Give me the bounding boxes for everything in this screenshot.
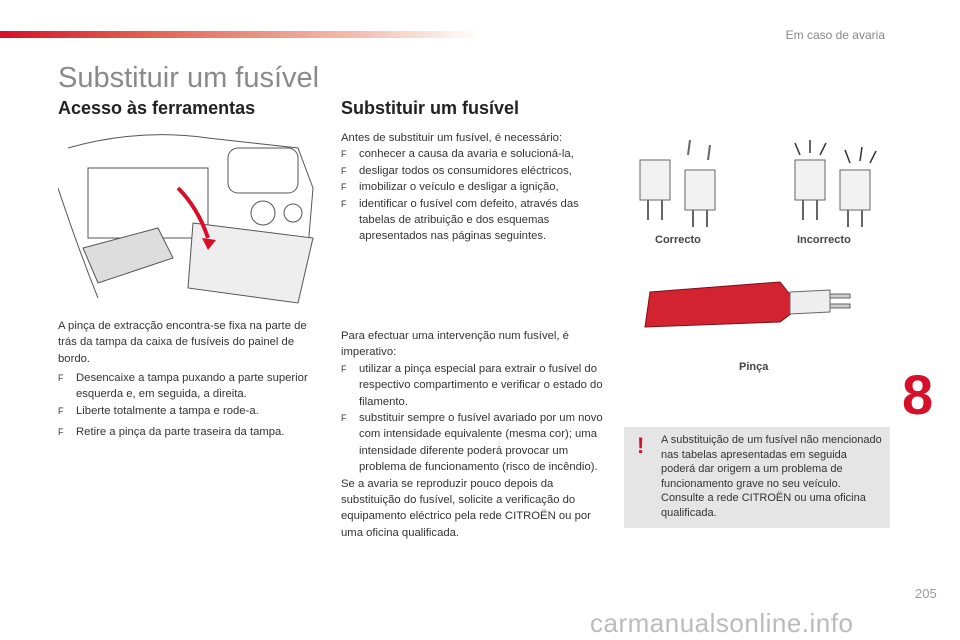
page-number: 205 [915,586,937,601]
caption-tool: Pinça [739,361,769,373]
warning-box [624,427,890,528]
fuse-correct-incorrect-illustration [630,135,880,230]
warning-icon: ! [637,433,645,458]
outro-text: Se a avaria se reproduzir pouco depois da substituição do fusível, solicite a verificação do equipamento eléctrico pela rede CITROËN ou por uma oficina qualificada. [341,477,591,539]
heading-replace-fuse: Substituir um fusível [341,98,520,118]
warning-text: A substituição de um fusível não mencionado nas tabelas apresentadas em seguida poderá dar origem a um problema de funcionamento grave no seu veículo. Consulte a rede CITROËN ou uma oficina qualificada. [661,434,882,519]
list-item: F conhecer a causa da avaria e solucioná-la, [341,148,574,161]
list-item: F desligar todos os consumidores eléctricos, [341,164,572,177]
list-item: F utilizar a pinça especial para extrair o fusível do respectivo compartimento e verificar o estado do filamento. [341,362,603,408]
chapter-number: 8 [902,363,934,426]
list-item: F Desencaixe a tampa puxando a parte superior esquerda e, em seguida, a direita. [58,372,308,401]
caption-correct: Correcto [655,234,701,246]
list-item: F Liberte totalmente a tampa e rode-a. [58,404,259,417]
intro2-text: Para efectuar uma intervenção num fusível, é imperativo: [341,330,569,359]
intro-text: Antes de substituir um fusível, é necessário: [341,132,563,144]
tool-location-text: A pinça de extracção encontra-se fixa na parte de trás da tampa da caixa de fusíveis do painel de bordo. [58,320,307,365]
header-gradient-bar [0,31,480,38]
caption-incorrect: Incorrecto [797,234,851,246]
fuse-box-cover-illustration [58,128,320,308]
watermark: carmanualsonline.info [590,608,854,638]
fuse-puller-illustration [630,262,855,352]
list-item: F identificar o fusível com defeito, através das tabelas de atribuição e dos esquemas apresentados nas páginas seguintes. [341,197,579,243]
heading-tool-access: Acesso às ferramentas [58,98,256,118]
list-item: F imobilizar o veículo e desligar a ignição, [341,181,559,194]
section-title: Em caso de avaria [785,28,885,42]
list-item: F substituir sempre o fusível avariado por um novo com intensidade equivalente (mesma cor); uma intensidade diferente poderá provocar um problema de funcionamento (risco de incêndio). [341,412,603,474]
list-item: F Retire a pinça da parte traseira da tampa. [58,426,285,439]
page-title: Substituir um fusível [58,62,320,94]
